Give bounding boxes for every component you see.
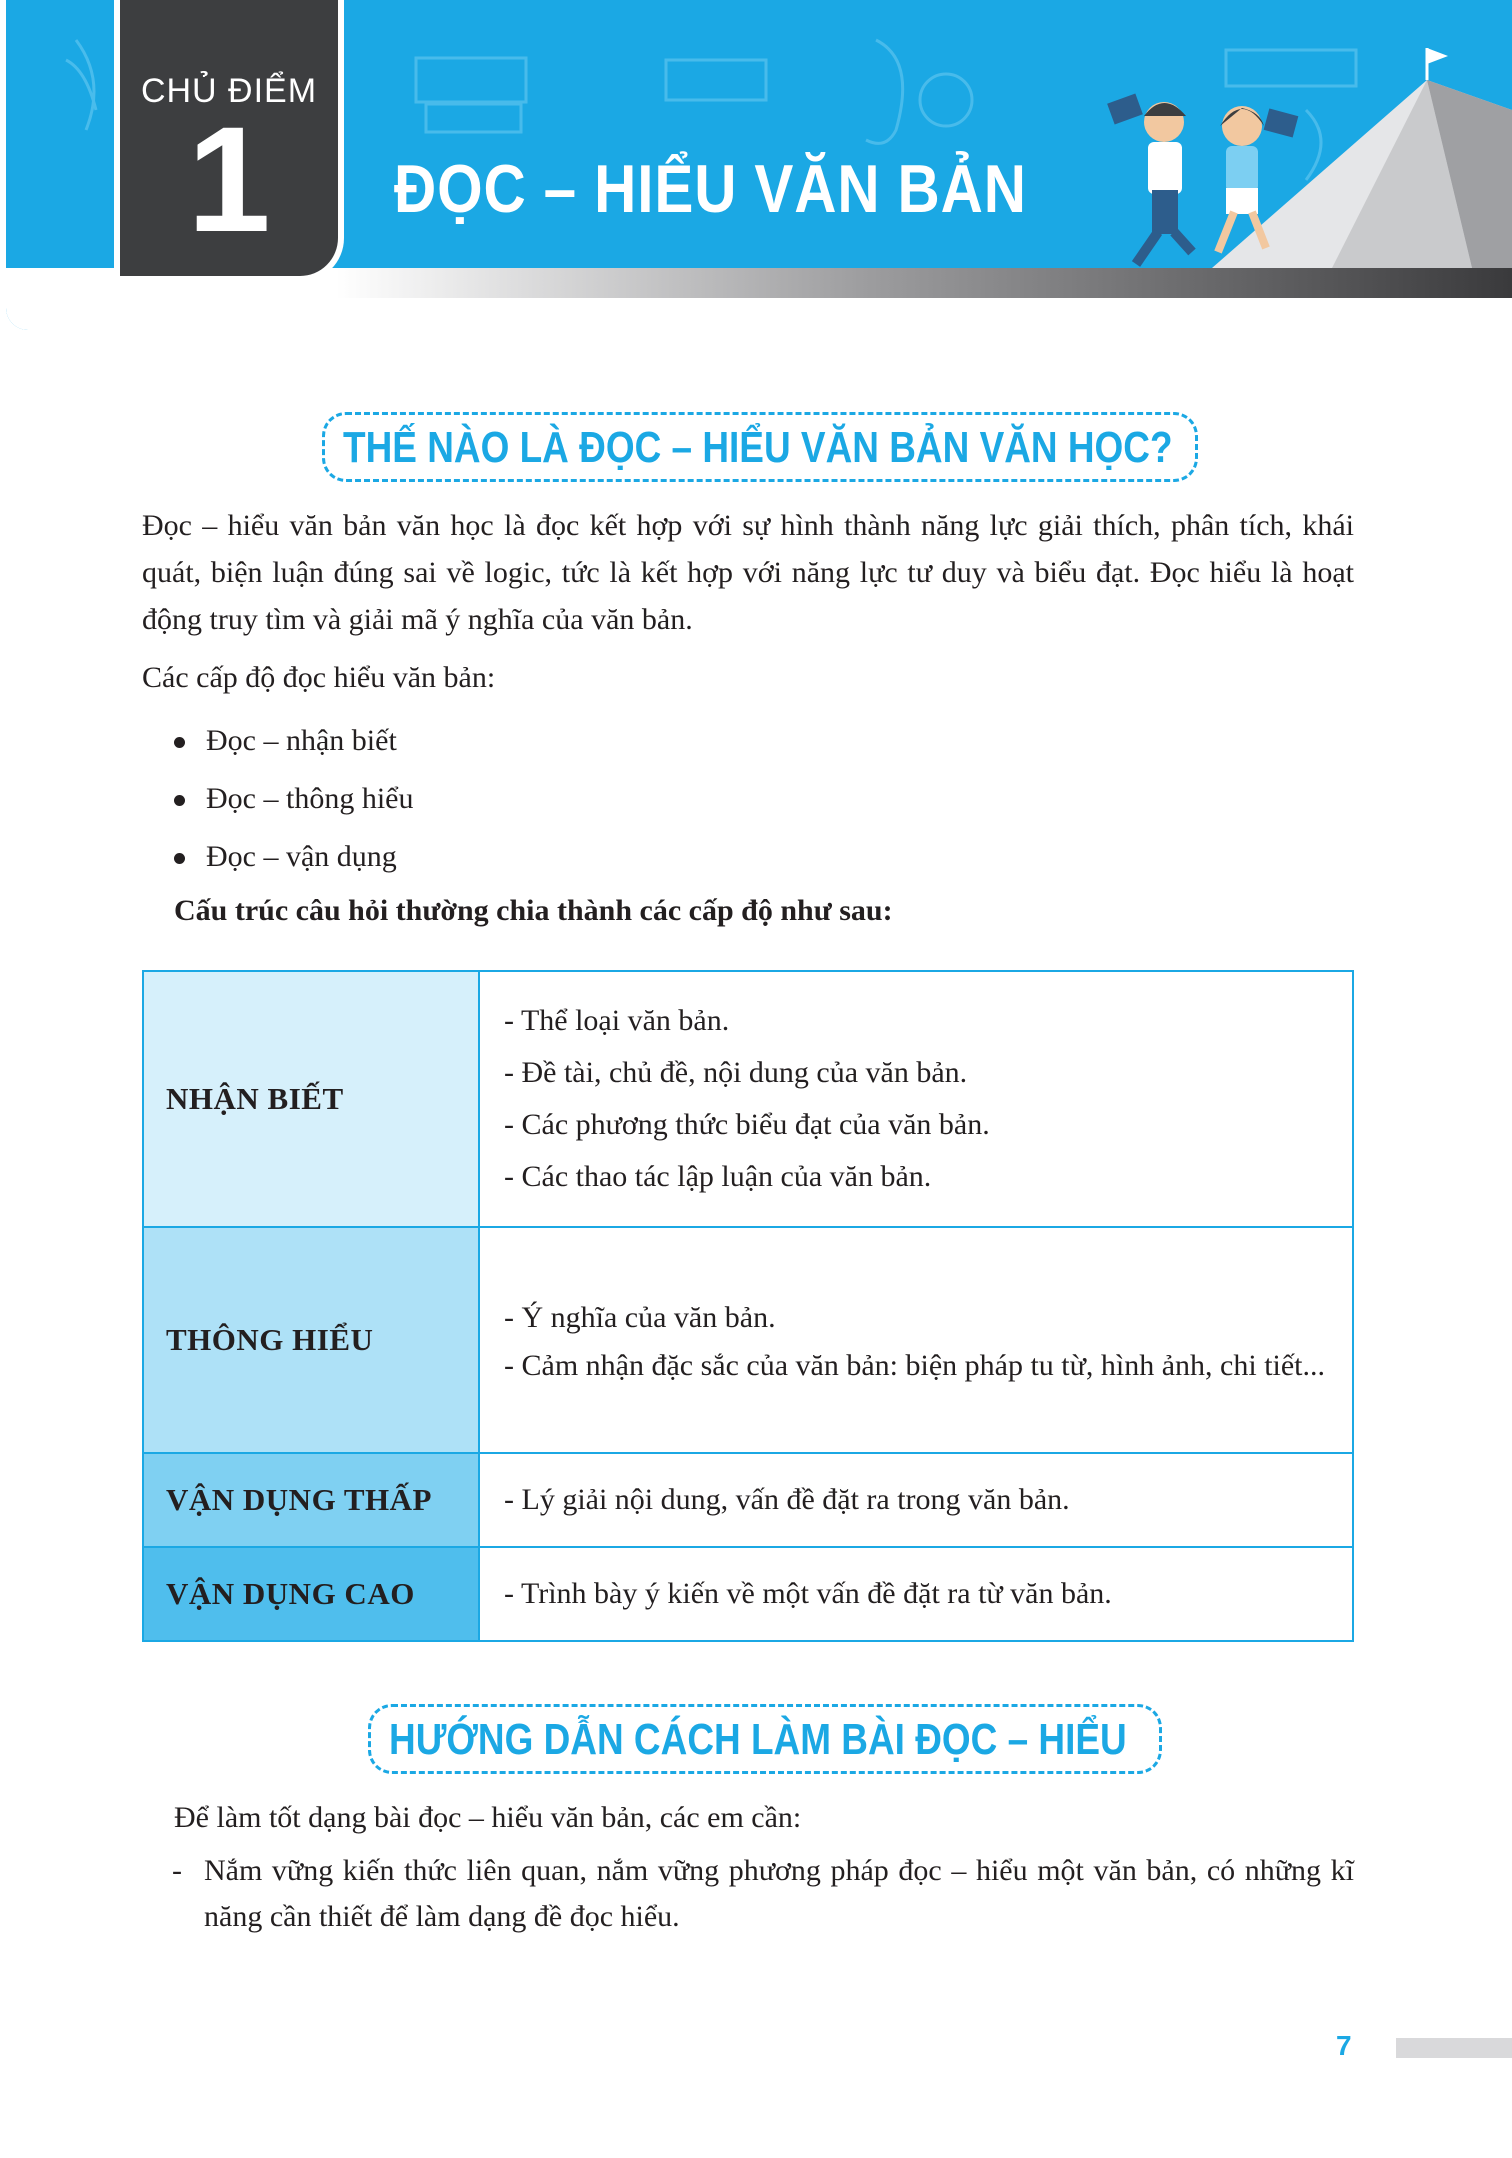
level-description (479, 971, 1353, 1227)
levels-intro: Các cấp độ đọc hiểu văn bản: (142, 661, 496, 694)
students-illustration (1106, 92, 1306, 272)
section-heading-text: THẾ NÀO LÀ ĐỌC – HIỂU VĂN BẢN VĂN HỌC? (343, 423, 1173, 472)
chapter-title: ĐỌC – HIỂU VĂN BẢN (394, 151, 1027, 227)
table-row (143, 971, 1353, 1227)
definition-paragraph: Đọc – hiểu văn bản văn học là đọc kết hợp với sự hình thành năng lực giải thích, phân tích, khái quát, biện luận đúng sai về logic, tức là kết hợp với năng lực tư duy và biểu đạt. Đọc hiểu là hoạt động truy tìm và giải mã ý nghĩa của văn bản. (142, 509, 1354, 636)
description-line: - Trình bày ý kiến về một vấn đề đặt ra từ văn bản. (504, 1577, 1112, 1610)
level-name: THÔNG HIỂU (143, 1227, 479, 1453)
description-line: - Lý giải nội dung, vấn đề đặt ra trong văn bản. (504, 1483, 1070, 1516)
level-description (479, 1227, 1353, 1453)
description-line: - Các phương thức biểu đạt của văn bản. (504, 1108, 990, 1141)
level-description (479, 1547, 1353, 1641)
level-name: VẬN DỤNG CAO (143, 1547, 479, 1641)
level-description (479, 1453, 1353, 1547)
description-line: - Cảm nhận đặc sắc của văn bản: biện pháp tu từ, hình ảnh, chi tiết... (504, 1349, 1326, 1382)
level-name: NHẬN BIẾT (143, 971, 479, 1227)
list-item: Đọc – vận dụng (172, 828, 413, 886)
question-levels-table (142, 970, 1354, 1642)
guide-item: - Nắm vững kiến thức liên quan, nắm vững phương pháp đọc – hiểu một văn bản, có những kĩ năng cần thiết để làm dạng đề đọc hiểu. (172, 1848, 1354, 1940)
page-number-bar (1396, 2038, 1512, 2058)
table-row (143, 1547, 1353, 1641)
chapter-label: CHỦ ĐIỂM (140, 72, 318, 110)
section-heading-guide (368, 1704, 1162, 1774)
level-name: VẬN DỤNG THẤP (143, 1453, 479, 1547)
description-line: - Các thao tác lập luận của văn bản. (504, 1160, 932, 1193)
chapter-badge (114, 0, 344, 282)
list-item: Đọc – nhận biết (172, 712, 413, 770)
description-line: - Đề tài, chủ đề, nội dung của văn bản. (504, 1056, 968, 1089)
list-item: Đọc – thông hiểu (172, 770, 413, 828)
levels-list (172, 712, 413, 886)
section-heading-text: HƯỚNG DẪN CÁCH LÀM BÀI ĐỌC – HIỂU (389, 1715, 1127, 1764)
description-line: - Ý nghĩa của văn bản. (504, 1301, 776, 1334)
structure-title: Cấu trúc câu hỏi thường chia thành các cấp độ như sau: (174, 894, 893, 927)
description-line: - Thể loại văn bản. (504, 1004, 730, 1037)
table-row (143, 1227, 1353, 1453)
chapter-number: 1 (187, 95, 271, 263)
section-heading-reading-definition (322, 412, 1198, 482)
chapter-banner (6, 0, 1512, 330)
table-row (143, 1453, 1353, 1547)
banner-gradient-bar (336, 268, 1512, 298)
page-number: 7 (1336, 2030, 1352, 2061)
guide-intro: Để làm tốt dạng bài đọc – hiểu văn bản, các em cần: (174, 1801, 802, 1834)
